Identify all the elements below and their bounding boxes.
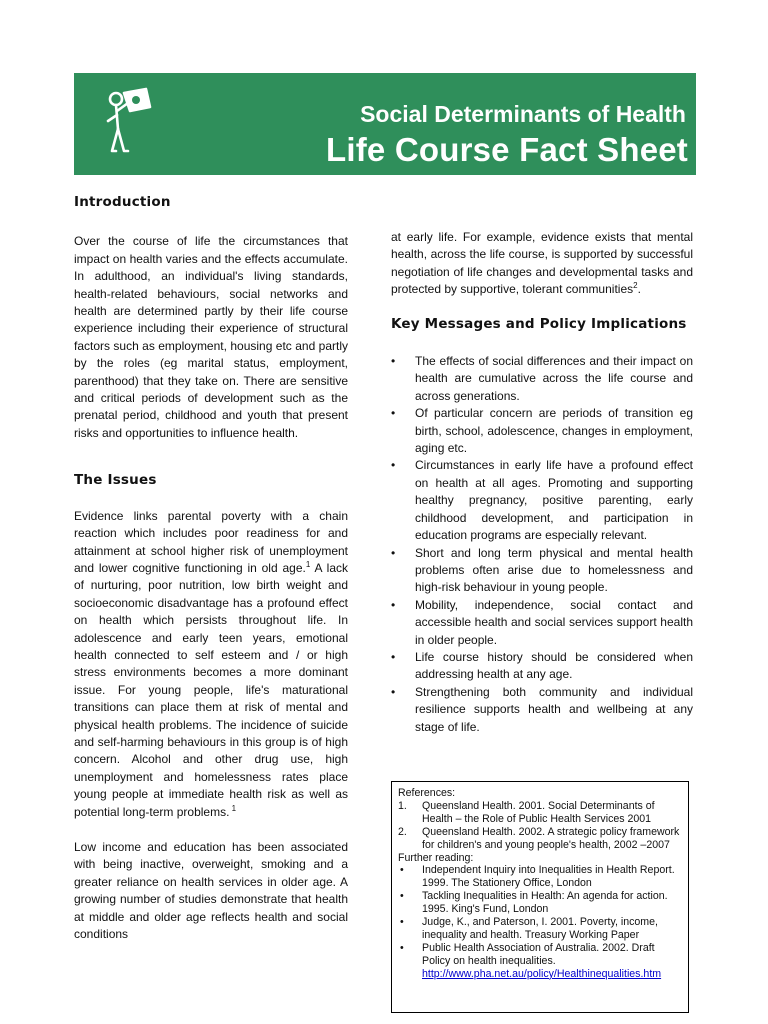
continued-text: at early life. For example, evidence exists that mental health, across the life course, is supported by successful negotiation of life changes and developmental tasks and protected by supportive, tolerant communities bbox=[391, 230, 693, 297]
list-item: • Strengthening both community and individual resilience supports health and wellbeing at any stage of life. bbox=[391, 684, 693, 736]
list-item: • Circumstances in early life have a profound effect on health at all ages. Promoting and supporting healthy pregnancy, positive parenting, early childhood development, and participation in education programs are especially relevant. bbox=[391, 457, 693, 544]
key-messages-heading: Key Messages and Policy Implications bbox=[391, 315, 687, 332]
issues-text-a: Evidence links parental poverty with a chain reaction which includes poor readiness for and attainment at school higher risk of unemployment and lower cognitive functioning in old age. bbox=[74, 508, 348, 575]
list-item: • Tackling Inequalities in Health: An agenda for action. 1995. King's Fund, London bbox=[398, 890, 682, 916]
figure-with-flag-icon bbox=[102, 85, 156, 165]
left-column bbox=[74, 194, 348, 943]
citation-superscript: 2 bbox=[633, 281, 638, 291]
list-item bbox=[398, 800, 682, 826]
continued-text-end: . bbox=[637, 282, 641, 297]
key-messages-list bbox=[391, 353, 693, 736]
further-reading-text: Public Health Association of Australia. 2002. Draft Policy on health inequalities. bbox=[422, 941, 655, 967]
right-column bbox=[391, 229, 693, 736]
banner-title: Life Course Fact Sheet bbox=[326, 131, 688, 168]
references-list bbox=[398, 800, 682, 852]
issues-heading: The Issues bbox=[74, 472, 157, 489]
list-item: • Judge, K., and Paterson, I. 2001. Poverty, income, inequality and health. Treasury Working Paper bbox=[398, 916, 682, 942]
list-item: • Of particular concern are periods of transition eg birth, school, adolescence, changes in employment, aging etc. bbox=[391, 405, 693, 457]
issues-paragraph-2: Low income and education has been associated with being inactive, overweight, smoking and a greater reliance on health services in older age. A growing number of studies demonstrate that health at middle and older age reflects health and social conditions bbox=[74, 840, 348, 942]
list-item: • Independent Inquiry into Inequalities in Health Report. 1999. The Stationery Office, London bbox=[398, 864, 682, 890]
further-reading-heading: Further reading: bbox=[398, 851, 474, 864]
citation-superscript: 1 bbox=[229, 803, 237, 813]
issues-paragraph-1 bbox=[74, 508, 348, 821]
introduction-text: Over the course of life the circumstances that impact on health varies and the effects accumulate. In adulthood, an individual's living standards, health-related behaviours, social networks and health are determined partly by their life course experience including their experience of structural factors such as employment, housing etc and partly by the roles (eg marital status, employment, parenthood) that they take on. There are sensitive and critical periods of development such as the prenatal period, childhood and youth that present risks and opportunities to influence health. bbox=[74, 234, 348, 440]
pha-policy-link[interactable]: http://www.pha.net.au/policy/Healthinequalities.htm bbox=[422, 967, 662, 980]
issues-text-b: A lack of nurturing, poor nutrition, low birth weight and socioeconomic disadvantage has a profound effect on health which persists throughout life. In adolescence and early teen years, emotional health connected to self esteem and / or high stress environments becomes a more dominant issue. For young people, life's maturational transitions can place them at risk of mental and physical health problems. The incidence of suicide and self-harming behaviours in this group is of high concern. Alcohol and other drug use, high unemployment and homelessness rates place young people at immediate health risk as well as potential long-term problems. bbox=[74, 560, 348, 819]
reference-text: Queensland Health. 2001. Social Determinants of Health – the Role of Public Health Services 2001 bbox=[422, 799, 655, 825]
introduction-heading: Introduction bbox=[74, 194, 171, 210]
reference-number: 1. bbox=[398, 799, 407, 812]
issues-paragraph-2-continued bbox=[391, 229, 693, 299]
list-item: • Short and long term physical and mental health problems often arise due to homelessness and high-risk behaviour in young people. bbox=[391, 545, 693, 597]
further-reading-list bbox=[398, 864, 682, 980]
reference-text: Queensland Health. 2002. A strategic policy framework for children's and young people's health, 2002 –2007 bbox=[422, 825, 680, 851]
banner-subtitle: Social Determinants of Health bbox=[360, 101, 686, 127]
references-heading: References: bbox=[398, 787, 456, 799]
list-item: • The effects of social differences and their impact on health are cumulative across the life course and across generations. bbox=[391, 353, 693, 405]
header-banner bbox=[74, 73, 696, 175]
list-item: • Mobility, independence, social contact and accessible health and social services support health in older people. bbox=[391, 597, 693, 649]
reference-number: 2. bbox=[398, 825, 407, 838]
references-box bbox=[391, 781, 689, 1013]
list-item bbox=[398, 826, 682, 852]
citation-superscript: 1 bbox=[305, 559, 311, 569]
list-item bbox=[398, 942, 682, 981]
list-item: • Life course history should be considered when addressing health at any age. bbox=[391, 649, 693, 684]
